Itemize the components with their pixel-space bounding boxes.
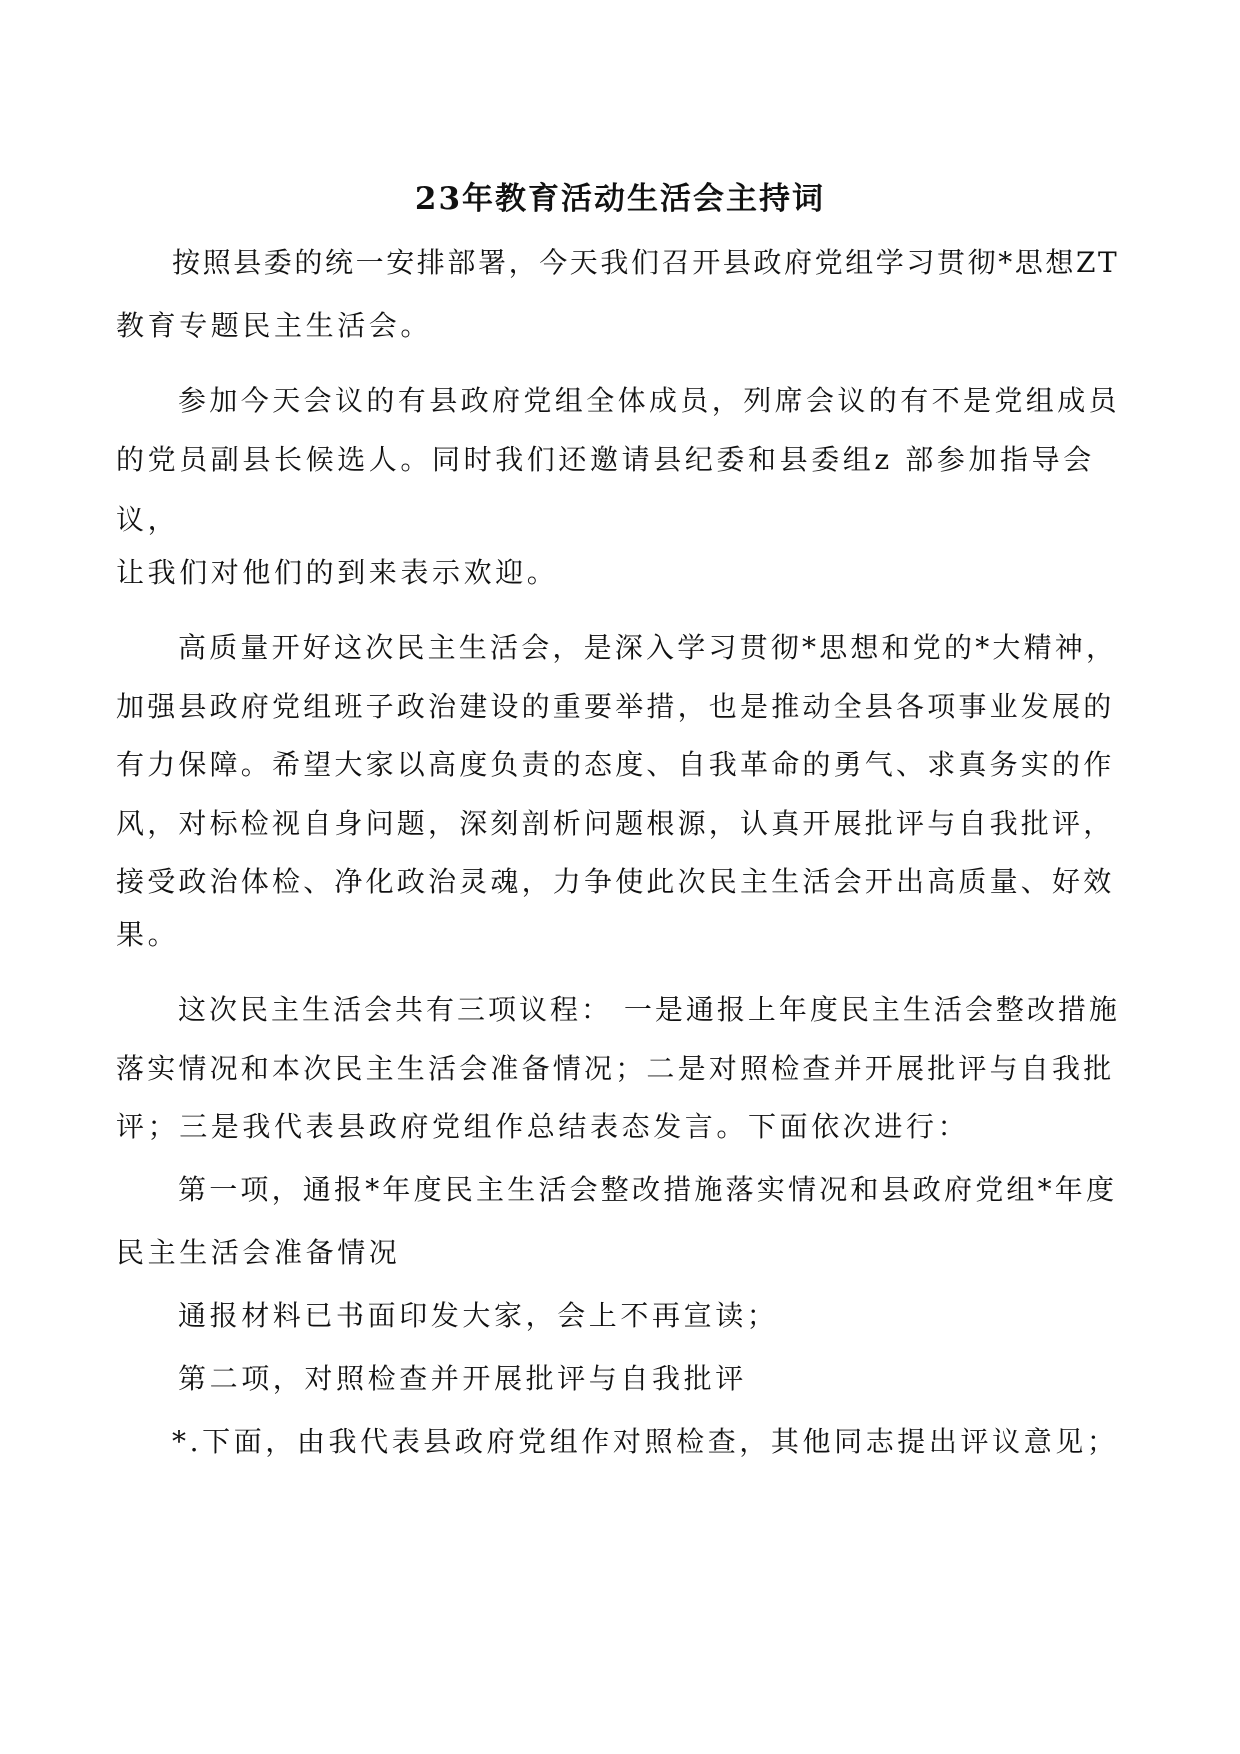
text-line: 风，对标检视自身问题，深刻剖析问题根源，认真开展批评与自我批评，	[116, 807, 1115, 840]
text-line: 让我们对他们的到来表示欢迎。	[116, 556, 559, 589]
text-line: 有力保障。希望大家以高度负责的态度、自我革命的勇气、求真务实的作	[116, 748, 1115, 781]
text-line: 的党员副县长候选人。同时我们还邀请县纪委和县委组z 部参加指导会	[116, 443, 1095, 476]
text-line: 民主生活会准备情况	[116, 1236, 401, 1269]
text-line: 这次民主生活会共有三项议程： 一是通报上年度民主生活会整改措施	[178, 993, 1120, 1026]
text-line: *.下面，由我代表县政府党组作对照检查，其他同志提出评议意见；	[172, 1425, 1119, 1458]
text-line: 接受政治体检、净化政治灵魂，力争使此次民主生活会开出高质量、好效	[116, 865, 1115, 898]
text-line: 高质量开好这次民主生活会，是深入学习贯彻*思想和党的*大精神，	[178, 631, 1118, 664]
text-line: 议，	[116, 503, 180, 536]
text-line: 评；三是我代表县政府党组作总结表态发言。下面依次进行：	[116, 1110, 970, 1143]
text-line: 参加今天会议的有县政府党组全体成员，列席会议的有不是党组成员	[178, 384, 1121, 417]
text-line: 加强县政府党组班子政治建设的重要举措，也是推动全县各项事业发展的	[116, 690, 1115, 723]
text-line: 果。	[116, 918, 180, 951]
text-line: 按照县委的统一安排部署，今天我们召开县政府党组学习贯彻*思想ZT	[172, 246, 1120, 279]
text-line: 通报材料已书面印发大家，会上不再宣读；	[178, 1299, 779, 1332]
document-title: 23年教育活动生活会主持词	[414, 181, 826, 217]
text-line: 第一项，通报*年度民主生活会整改措施落实情况和县政府党组*年度	[178, 1173, 1118, 1206]
text-line: 第二项，对照检查并开展批评与自我批评	[178, 1362, 747, 1395]
text-line: 教育专题民主生活会。	[116, 309, 433, 342]
text-line: 落实情况和本次民主生活会准备情况；二是对照检查并开展批评与自我批	[116, 1052, 1115, 1085]
